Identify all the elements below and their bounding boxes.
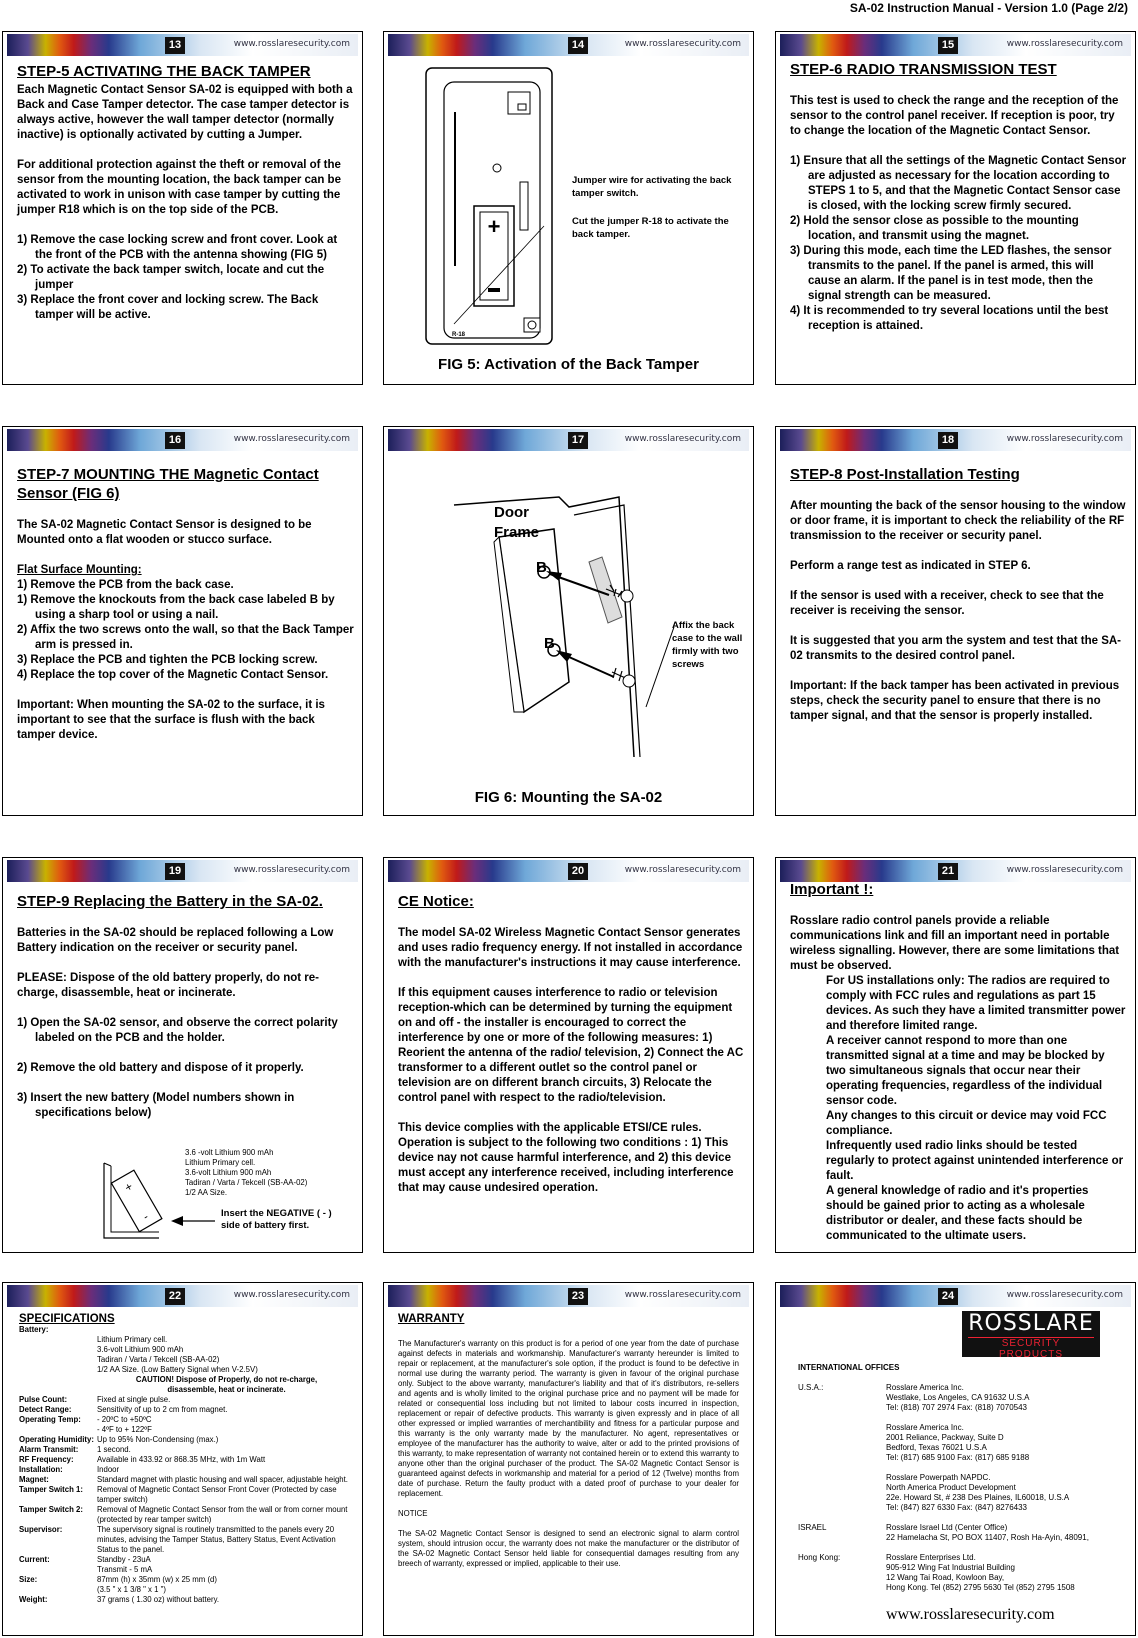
section-title: STEP-6 RADIO TRANSMISSION TEST xyxy=(790,61,1057,78)
paragraph: Batteries in the SA-02 should be replaced following a Low Battery indication on the receiver or security panel. xyxy=(17,927,334,954)
fig-note: Jumper wire for activating the back tamper switch. xyxy=(572,175,732,199)
section-title: SPECIFICATIONS xyxy=(19,1313,115,1325)
list-item: 3) Replace the front cover and locking screw. The Back tamper will be active. xyxy=(17,294,319,321)
list-item: 2) Affix the two screws onto the wall, so that the Back Tamper arm is pressed in. xyxy=(17,624,354,651)
spec-key: Size: xyxy=(19,1575,38,1584)
panel-19 xyxy=(2,857,363,1253)
table-row xyxy=(19,1465,356,1475)
table-row xyxy=(19,1405,356,1415)
notice-heading: NOTICE xyxy=(398,1509,428,1518)
office-address xyxy=(886,1553,1075,1593)
paragraph: If the sensor is used with a receiver, check to see that the receiver is receiving the sensor. xyxy=(790,590,1104,617)
list-item: 1) Open the SA-02 sensor, and observe the correct polarity labeled on the PCB and the holder. xyxy=(17,1017,338,1044)
step-list xyxy=(17,233,354,323)
r18-label: R-18 xyxy=(452,332,466,338)
fig-note: Cut the jumper R-18 to activate the back tamper. xyxy=(572,216,729,240)
spec-value: Standard magnet with plastic housing and wall spacer, adjustable height. xyxy=(97,1475,348,1484)
spec-value: Up to 95% Non-Condensing (max.) xyxy=(97,1435,219,1444)
spec-key: Battery: xyxy=(19,1325,49,1334)
office-line: Hong Kong. Tel (852) 2795 5630 Tel (852) 2795 1508 xyxy=(886,1583,1075,1592)
banner-website: www.rosslaresecurity.com xyxy=(624,434,741,444)
svg-text:+: + xyxy=(122,1179,136,1195)
paragraph: Each Magnetic Contact Sensor SA-02 is equipped with both a Back and Case Tamper detector. The case tamper detector is always active, however the wall tamper detector (normally inactive) is optionally activated by cutting a Jumper. xyxy=(17,84,353,141)
logo-subtext: SECURITY PRODUCTS xyxy=(968,1337,1094,1360)
list-item: 3) Replace the PCB and tighten the PCB locking screw. xyxy=(17,654,318,666)
step-list xyxy=(790,154,1127,334)
panel-15 xyxy=(775,31,1136,385)
list-item: For US installations only: The radios are required to comply with FCC rules and regulations as part 15 devices. As such they have a limited transmitter power and therefore limited range. xyxy=(826,975,1126,1032)
spec-key: Detect Range: xyxy=(19,1405,72,1414)
spec-value: Available in 433.92 or 868.35 MHz, with 1m Watt xyxy=(97,1455,266,1464)
spec-value: The supervisory signal is routinely transmitted to the panels every 20 minutes, advising the Tamper Status, Battery Status, Event Activation Status to the panel. xyxy=(97,1525,336,1554)
office-line: 22 Hamelacha St, PO BOX 11407, Rosh Ha-Ayin, 48091, xyxy=(886,1533,1089,1542)
office-line: Tel: (817) 685 9100 Fax: (817) 685 9188 xyxy=(886,1453,1030,1462)
paragraph: Important: When mounting the SA-02 to the surface, it is important to see that the surface is flush with the back tamper device. xyxy=(17,699,325,741)
spec-value: 3.6-volt Lithium 900 mAh xyxy=(97,1345,184,1354)
office-entry xyxy=(798,1523,1125,1543)
paragraph: The SA-02 Magnetic Contact Sensor is designed to send an electronic signal to alarm control system, should intrusion occur, the warranty does not make the manufacturer or the distributor of the SA-02 Magnetic Contact Sensor held liable for consequential damages resulting from any breech of warranty, expressed or implied, applicable to their use. xyxy=(398,1529,739,1568)
panel-number: 18 xyxy=(938,432,958,449)
table-row xyxy=(19,1325,356,1335)
list-item: 1) Remove the knockouts from the back case labeled B by using a sharp tool or using a nail. xyxy=(17,594,335,621)
panel-number: 20 xyxy=(568,863,588,880)
paragraph: After mounting the back of the sensor housing to the window or door frame, it is important to check the reliability of the RF transmission to the receiver or security panel. xyxy=(790,500,1126,542)
spec-key: Pulse Count: xyxy=(19,1395,68,1404)
panel-number: 15 xyxy=(938,37,958,54)
banner-website: www.rosslaresecurity.com xyxy=(233,39,350,49)
spec-key: Supervisor: xyxy=(19,1525,63,1534)
door-label: Door xyxy=(494,504,529,521)
office-line: Rosslare Powerpath NAPDC. xyxy=(886,1473,991,1482)
insert-note: Insert the NEGATIVE ( - ) side of battery first. xyxy=(221,1208,332,1231)
panel-14 xyxy=(383,31,754,385)
figure-caption: FIG 5: Activation of the Back Tamper xyxy=(438,356,699,373)
office-line: 22e. Howard St, # 238 Des Plaines, IL60018, U.S.A xyxy=(886,1493,1070,1502)
battery-info-line: 3.6-volt Lithium 900 mAh xyxy=(185,1168,272,1177)
banner-website: www.rosslaresecurity.com xyxy=(1006,865,1123,875)
table-row xyxy=(19,1575,356,1595)
list-item: 2) Hold the sensor close as possible to the mounting location, and transmit using the magnet. xyxy=(790,215,1079,242)
banner-website: www.rosslaresecurity.com xyxy=(233,1290,350,1300)
office-country: U.S.A.: xyxy=(798,1383,824,1392)
spec-key: Current: xyxy=(19,1555,50,1564)
page-header: SA-02 Instruction Manual - Version 1.0 (Page 2/2) xyxy=(849,1,1128,15)
spec-key: Tamper Switch 2: xyxy=(19,1505,83,1514)
office-line: Bedford, Texas 76021 U.S.A xyxy=(886,1443,987,1452)
spec-value: Tadiran / Varta / Tekcell (SB-AA-02) xyxy=(97,1355,220,1364)
panel-18 xyxy=(775,426,1136,816)
caution-note: CAUTION! Dispose of Properly, do not re-charge, disassemble, heat or incinerate. xyxy=(135,1375,318,1394)
spec-value: Fixed at single pulse. xyxy=(97,1395,171,1404)
section-title: WARRANTY xyxy=(398,1313,465,1325)
paragraph: PLEASE: Dispose of the old battery properly, do not re-charge, disassemble, heat or incinerate. xyxy=(17,972,320,999)
paragraph: It is suggested that you arm the system and test that the SA-02 transmits to the desired control panel. xyxy=(790,635,1122,662)
battery-info-line: Tadiran / Varta / Tekcell (SB-AA-02) xyxy=(185,1178,308,1187)
spec-key: Operating Humidity: xyxy=(19,1435,94,1444)
knockout-b-label: B xyxy=(544,635,555,652)
office-entry xyxy=(798,1553,1125,1593)
paragraph: This device complies with the applicable ETSI/CE rules. Operation is subject to the following two conditions : 1) This device nay not cause harmful interference, and 2) this device must accept any interference received, including interference that may cause undesired operation. xyxy=(398,1122,734,1194)
list-item: 3) Insert the new battery (Model numbers shown in specifications below) xyxy=(17,1092,295,1119)
section-title: STEP-7 MOUNTING THE Magnetic Contact Sensor (FIG 6) xyxy=(17,466,319,502)
spec-table xyxy=(19,1325,356,1605)
subsection-title: Flat Surface Mounting: xyxy=(17,564,142,576)
table-row xyxy=(19,1415,356,1435)
office-line: Rosslare Israel Ltd (Center Office) xyxy=(886,1523,1008,1532)
rosslare-logo xyxy=(962,1311,1100,1360)
panel-21 xyxy=(775,857,1136,1253)
panel-banner xyxy=(780,429,1131,451)
list-item: 4) Replace the top cover of the Magnetic Contact Sensor. xyxy=(17,669,329,681)
spec-value: 37 grams ( 1.30 oz) without battery. xyxy=(97,1595,220,1604)
spec-value: Sensitivity of up to 2 cm from magnet. xyxy=(97,1405,228,1414)
banner-website: www.rosslaresecurity.com xyxy=(624,1290,741,1300)
fig5-sensor-drawing xyxy=(424,66,554,346)
panel-number: 13 xyxy=(165,37,185,54)
section-title: STEP-9 Replacing the Battery in the SA-02. xyxy=(17,893,323,910)
list-item: Infrequently used radio links should be tested regularly to protect against unintended interference or fault. xyxy=(826,1140,1124,1182)
office-line: Tel: (818) 707 2974 Fax: (818) 7070543 xyxy=(886,1403,1027,1412)
step-list xyxy=(17,1016,354,1121)
figure-caption: FIG 6: Mounting the SA-02 xyxy=(474,789,663,806)
panel-number: 22 xyxy=(165,1288,185,1305)
office-address xyxy=(886,1523,1089,1543)
list-item: Any changes to this circuit or device may void FCC compliance. xyxy=(826,1110,1107,1137)
list-item: 1) Ensure that all the settings of the Magnetic Contact Sensor are adjusted as necessary for the location according to STEPS 1 to 5, and that the Magnetic Contact Sensor case is closed, with the locking screw firmly secured. xyxy=(790,155,1127,212)
office-line: North America Product Development xyxy=(886,1483,1016,1492)
offices-list xyxy=(798,1383,1125,1603)
list-item: 1) Remove the case locking screw and front cover. Look at the front of the PCB with the antenna showing (FIG 5) xyxy=(17,234,338,261)
table-row xyxy=(19,1445,356,1455)
paragraph: The model SA-02 Wireless Magnetic Contact Sensor generates and uses radio frequency energy. If not installed in accordance with the manufacturer's instructions it may cause interference. xyxy=(398,927,743,969)
panel-24 xyxy=(775,1282,1136,1636)
svg-text:-: - xyxy=(140,1209,151,1224)
spec-value: 1 second. xyxy=(97,1445,131,1454)
spec-value: 87mm (h) x 35mm (w) x 25 mm (d) (3.5 " x 1 3/8 " x 1 ") xyxy=(97,1575,217,1594)
list-item: A receiver cannot respond to more than one transmitted signal at a time and may be blocked by two simultaneous signals that occur near their operating frequencies, regardless of the individual sensor code. xyxy=(826,1035,1105,1107)
spec-value: Standby - 23uA Transmit - 5 mA xyxy=(97,1555,153,1574)
office-line: Rosslare America Inc. xyxy=(886,1423,964,1432)
paragraph: The Manufacturer's warranty on this product is for a period of one year from the date of purchase against defects in materials and workmanship. Manufacturer's warranty hereunder is limited to repair or replacement, at the manufacturer's sole option, if the product is found to be defective in normal use during the warranty period. The warranty is given in favour of the original purchase only. Subject to the above warranty, manufacturer's liability and that of it's distributors, re-sellers and agents and is wholly limited to the original purchase price and no payment will be made for related or consequential loss including but not limited to labour costs incurred in inspection, replacement or repair of defective products. This warranty is given expressly and in place of all other expressed or implied warranties of merchantibility and fitness for a particular purpose and this warranty is the only warranty made by the manufacturer. No agent, representatives or employee of the manufacturer has the authority to waive, alter or add to the printed provisions of this warranty, to make representation of warranty not contained herein or to extend this warranty to anyone other than the original purchaser of the product. The SA-02 Magnetic Contact Sensor is guaranteed against defects in workmanship and material for a period of 12 (Twelve) months from date of purchase. Return the faulty product with a dated proof of purchase to your dealer for replacement. xyxy=(398,1339,739,1498)
office-line: Westlake, Los Angeles, CA 91632 U.S.A xyxy=(886,1393,1030,1402)
offices-heading: INTERNATIONAL OFFICES xyxy=(798,1363,900,1372)
arrow-icon xyxy=(171,1215,215,1227)
section-title: Important !: xyxy=(790,881,874,898)
banner-website: www.rosslaresecurity.com xyxy=(624,39,741,49)
panel-banner xyxy=(388,1285,749,1307)
office-line: 12 Wang Tai Road, Kowloon Bay, xyxy=(886,1573,1005,1582)
section-title: CE Notice: xyxy=(398,893,474,910)
spec-key: Tamper Switch 1: xyxy=(19,1485,83,1494)
svg-text:+: + xyxy=(487,214,501,239)
banner-website: www.rosslaresecurity.com xyxy=(624,865,741,875)
panel-banner xyxy=(7,1285,358,1307)
spec-value: Removal of Magnetic Contact Sensor from the wall or from corner mount (protected by rear tamper switch) xyxy=(97,1505,348,1524)
banner-website: www.rosslaresecurity.com xyxy=(233,865,350,875)
spec-value: - 20ºC to +50ºC - 4ºF to + 122ºF xyxy=(97,1415,152,1434)
spec-key: Installation: xyxy=(19,1465,63,1474)
fig-note: Affix the back case to the wall firmly with two screws xyxy=(672,620,743,670)
spec-key: Alarm Transmit: xyxy=(19,1445,79,1454)
panel-16 xyxy=(2,426,363,816)
panel-number: 24 xyxy=(938,1288,958,1305)
battery-drawing xyxy=(99,1158,179,1243)
table-row xyxy=(19,1595,356,1605)
panel-20 xyxy=(383,857,754,1253)
paragraph: This test is used to check the range and the reception of the sensor to the control panel receiver. If reception is poor, try to change the location of the Magnetic Contact Sensor. xyxy=(790,95,1119,137)
logo-text: ROSSLARE xyxy=(968,1311,1094,1336)
office-country: ISRAEL xyxy=(798,1523,827,1532)
panel-number: 16 xyxy=(165,432,185,449)
table-row xyxy=(19,1335,356,1395)
list-item: A general knowledge of radio and it's properties should be gained prior to acting as a wholesale distributor or dealer, and these facts should be communicated to the ultimate users. xyxy=(826,1185,1089,1242)
panel-17 xyxy=(383,426,754,816)
office-line: Rosslare Enterprises Ltd. xyxy=(886,1553,976,1562)
panel-banner xyxy=(388,34,749,56)
office-entry xyxy=(798,1383,1125,1513)
list-item: 4) It is recommended to try several locations until the best reception is attained. xyxy=(790,305,1109,332)
paragraph: If this equipment causes interference to radio or television reception-which can be determined by turning the equipment on and off - the installer is encouraged to correct the interference by one or more of the following measures: 1) Reorient the antenna of the radio/ television, 2) Connect the AC transformer to a different outlet so the control panel or television are on different branch circuits, 3) Relocate the control panel with respect to the radio/television. xyxy=(398,987,744,1104)
list-item: 3) During this mode, each time the LED flashes, the sensor transmits to the panel. If the panel is armed, this will cause an alarm. If the panel is in test mode, then the signal strength can be measured. xyxy=(790,245,1112,302)
panel-number: 23 xyxy=(568,1288,588,1305)
office-line: 905-912 Wing Fat Industrial Building xyxy=(886,1563,1015,1572)
office-line: Tel: (847) 827 6330 Fax: (847) 8276433 xyxy=(886,1503,1027,1512)
battery-info-line: 3.6 -volt Lithium 900 mAh xyxy=(185,1148,274,1157)
panel-banner xyxy=(780,1285,1131,1307)
banner-website: www.rosslaresecurity.com xyxy=(1006,1290,1123,1300)
banner-website: www.rosslaresecurity.com xyxy=(233,434,350,444)
table-row xyxy=(19,1525,356,1555)
panel-number: 17 xyxy=(568,432,588,449)
office-line xyxy=(886,1413,1069,1423)
panel-banner xyxy=(780,860,1131,882)
paragraph: Important: If the back tamper has been activated in previous steps, check the security panel to ensure that there is no tamper signal, and that the sensor is properly installed. xyxy=(790,680,1120,722)
panel-number: 14 xyxy=(568,37,588,54)
panel-number: 21 xyxy=(938,863,958,880)
paragraph: For additional protection against the theft or removal of the sensor from the mounting location, the back tamper can be activated to work in unison with case tamper by cutting the jumper R18 which is on the top side of the PCB. xyxy=(17,159,341,216)
office-line: Rosslare America Inc. xyxy=(886,1383,964,1392)
list-item: 2) Remove the old battery and dispose of it properly. xyxy=(17,1062,304,1074)
panel-23 xyxy=(383,1282,754,1636)
paragraph: The SA-02 Magnetic Contact Sensor is designed to be Mounted onto a flat wooden or stucco surface. xyxy=(17,519,312,546)
list-item: 1) Remove the PCB from the back case. xyxy=(17,579,234,591)
spec-key: Operating Temp: xyxy=(19,1415,81,1424)
spec-key: Magnet: xyxy=(19,1475,49,1484)
list-item: 2) To activate the back tamper switch, locate and cut the jumper xyxy=(17,264,325,291)
office-address xyxy=(886,1383,1069,1513)
section-title: STEP-5 ACTIVATING THE BACK TAMPER xyxy=(17,63,311,80)
table-row xyxy=(19,1475,356,1485)
spec-value: Lithium Primary cell. xyxy=(97,1335,168,1344)
footer-website: www.rosslaresecurity.com xyxy=(886,1606,1055,1623)
table-row xyxy=(19,1485,356,1505)
spec-key: RF Frequency: xyxy=(19,1455,74,1464)
panel-banner xyxy=(7,429,358,451)
panel-22 xyxy=(2,1282,363,1636)
knockout-b-label: B xyxy=(536,559,547,576)
step-list xyxy=(17,578,354,683)
table-row xyxy=(19,1455,356,1465)
panel-banner xyxy=(388,860,749,882)
office-line: 2001 Reliance, Packway, Suite D xyxy=(886,1433,1004,1442)
spec-value: Indoor xyxy=(97,1465,120,1474)
banner-website: www.rosslaresecurity.com xyxy=(1006,39,1123,49)
spec-key: Weight: xyxy=(19,1595,48,1604)
table-row xyxy=(19,1395,356,1405)
spec-value: Removal of Magnetic Contact Sensor Front Cover (Protected by case tamper switch) xyxy=(97,1485,337,1504)
panel-banner xyxy=(7,860,358,882)
battery-info xyxy=(185,1148,307,1198)
panel-number: 19 xyxy=(165,863,185,880)
table-row xyxy=(19,1505,356,1525)
panel-banner xyxy=(388,429,749,451)
fig6-mounting-drawing xyxy=(384,457,754,757)
spec-value: 1/2 AA Size. (Low Battery Signal when V-2.5V) xyxy=(97,1365,258,1374)
section-title: STEP-8 Post-Installation Testing xyxy=(790,466,1020,483)
office-line xyxy=(886,1463,1069,1473)
panel-banner xyxy=(780,34,1131,56)
table-row xyxy=(19,1555,356,1575)
table-row xyxy=(19,1435,356,1445)
frame-label: Frame xyxy=(494,524,540,541)
battery-info-line: Lithium Primary cell. xyxy=(185,1158,256,1167)
office-country: Hong Kong: xyxy=(798,1553,841,1562)
panel-banner xyxy=(7,34,358,56)
paragraph: Perform a range test as indicated in STEP 6. xyxy=(790,560,1031,572)
banner-website: www.rosslaresecurity.com xyxy=(1006,434,1123,444)
paragraph: Rosslare radio control panels provide a reliable communications link and fill an important need in portable wireless signalling. However, there are some limitations that must be observed. xyxy=(790,915,1120,972)
battery-info-line: 1/2 AA Size. xyxy=(185,1188,228,1197)
panel-13 xyxy=(2,31,363,385)
